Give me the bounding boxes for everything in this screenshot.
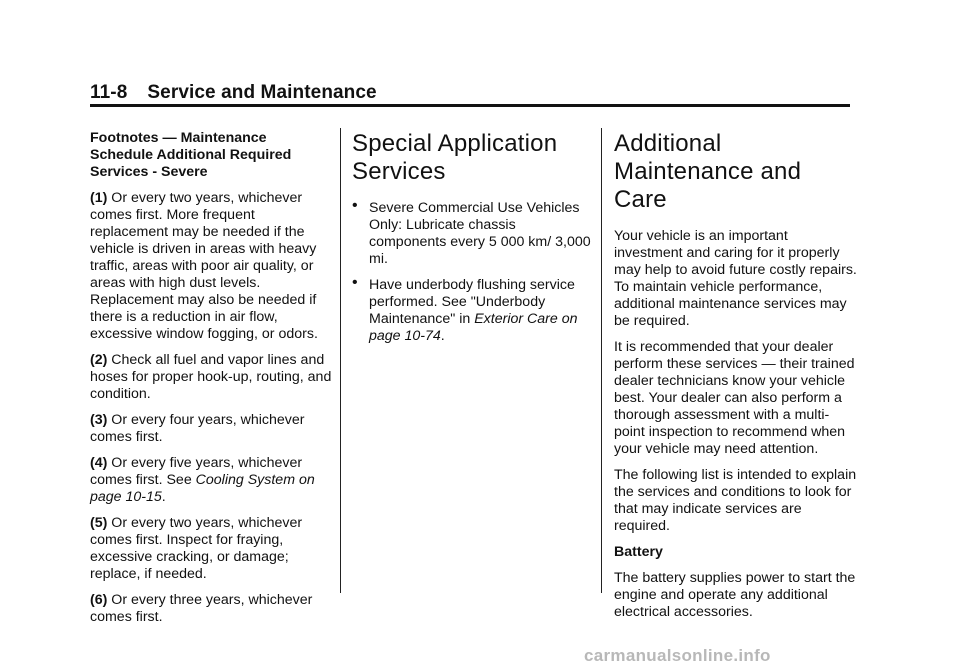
page-header xyxy=(90,82,850,104)
list-item xyxy=(352,197,592,268)
special-services-column xyxy=(352,130,592,354)
heading-line: Maintenance and Care xyxy=(614,158,802,213)
page-number: 11-8 xyxy=(90,82,128,103)
cross-reference-link[interactable]: Exterior Care on page 10-74 xyxy=(369,311,578,344)
paragraph: The battery supplies power to start the engine and operate any additional electrical accessories. xyxy=(614,570,856,620)
header-rule xyxy=(90,104,850,107)
list-item-text: Have underbody flushing service performed. See "Underbody Maintenance" in xyxy=(369,277,575,327)
footnote-number: (1) xyxy=(90,190,108,206)
bullet-icon: • xyxy=(352,197,358,214)
additional-maintenance-column xyxy=(614,130,859,630)
footnote-number: (6) xyxy=(90,592,108,608)
footnote-text: Or every two years, whichever comes first. Inspect for fraying, excessive cracking, or damage; replace, if needed. xyxy=(90,515,303,582)
cross-reference-link[interactable]: Cooling System on page 10-15 xyxy=(90,472,315,505)
battery-subheading: Battery xyxy=(614,544,663,560)
list-item-text: Severe Commercial Use Vehicles Only: Lubricate chassis components every 5 000 km/ 3,000 mi. xyxy=(369,200,591,267)
footnote-text: . xyxy=(161,489,166,505)
list-item-text: . xyxy=(440,328,445,344)
footnote-number: (5) xyxy=(90,515,108,531)
paragraph: It is recommended that your dealer perform these services — their trained dealer technicians know your vehicle best. Your dealer can also perform a thorough assessment with a multi-point inspection to recommend when your vehicle may need attention. xyxy=(614,339,855,457)
section-title: Service and Maintenance xyxy=(147,82,377,103)
footnote-4 xyxy=(90,455,336,506)
footnotes-heading-line: Footnotes — Maintenance xyxy=(90,130,267,146)
heading-line: Services xyxy=(352,158,446,185)
footnotes-column xyxy=(90,130,336,635)
header-title xyxy=(90,82,850,104)
footnote-3 xyxy=(90,412,336,446)
footnote-text: Or every two years, whichever comes first. More frequent replacement may be needed if the vehicle is driven in areas with heavy traffic, areas with poor air quality, or areas with high dust levels. Replacement may also be needed if there is a reduction in air flow, excessive window fogging, or odors. xyxy=(90,190,318,342)
footnote-5 xyxy=(90,515,336,583)
watermark-text: carmanualsonline.info xyxy=(584,646,771,665)
paragraph: The following list is intended to explain the services and conditions to look for that may indicate services are required. xyxy=(614,467,857,534)
footnote-text: Or every four years, whichever comes first. xyxy=(90,412,305,445)
footnote-text: Check all fuel and vapor lines and hoses for proper hook-up, routing, and condition. xyxy=(90,352,332,402)
footnotes-heading-line: Schedule Additional Required xyxy=(90,147,292,163)
footnote-6 xyxy=(90,592,336,626)
bullet-icon: • xyxy=(352,274,358,291)
special-services-list xyxy=(352,197,592,345)
footnotes-heading-line: Services - Severe xyxy=(90,164,208,180)
special-services-heading xyxy=(352,130,592,186)
footnote-2 xyxy=(90,352,336,403)
heading-line: Special Application xyxy=(352,130,558,157)
heading-line: Additional xyxy=(614,130,722,157)
additional-maintenance-heading xyxy=(614,130,859,214)
paragraph: Your vehicle is an important investment and caring for it properly may help to avoid future costly repairs. To maintain vehicle performance, additional maintenance services may be required. xyxy=(614,228,857,329)
list-item xyxy=(352,274,592,345)
column-divider xyxy=(340,128,341,593)
footnote-number: (3) xyxy=(90,412,108,428)
footnote-text: Or every five years, whichever comes first. See xyxy=(90,455,303,488)
footnotes-heading xyxy=(90,130,336,181)
column-divider xyxy=(601,128,602,593)
footnote-1 xyxy=(90,190,336,343)
footnote-text: Or every three years, whichever comes first. xyxy=(90,592,313,625)
footnote-number: (2) xyxy=(90,352,108,368)
footnote-number: (4) xyxy=(90,455,108,471)
